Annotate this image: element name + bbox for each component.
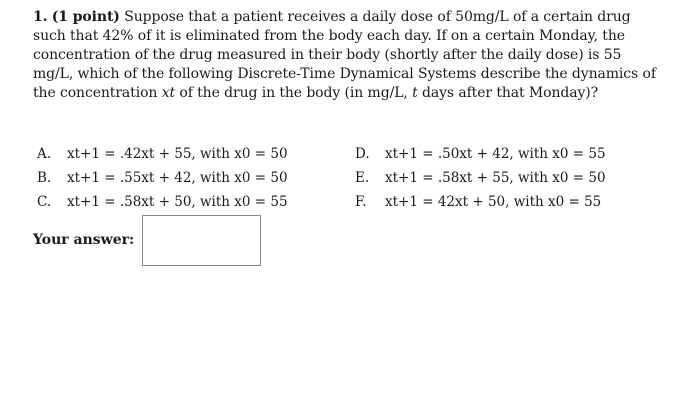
option-b	[37, 166, 288, 190]
option-letter: C.	[37, 194, 52, 210]
variable-xt: xt	[161, 85, 176, 101]
option-expression: xt+1 = .42xt + 55, with x0 = 50	[67, 146, 288, 162]
option-expression: xt+1 = .50xt + 42, with x0 = 55	[385, 146, 606, 162]
question-number: 1.	[33, 9, 48, 25]
question-body-part1: Suppose that a patient receives a daily dose of 50mg/L of a certain drug such that 42% of it is eliminated from the body each day. If on a certain Monday, the concentration of the drug measured in their body (shortly after the daily dose) is 55 mg/L, which of the following Discrete-Time Dynamical Systems describe the dynamics of the concentration	[33, 9, 656, 101]
option-letter: E.	[355, 170, 370, 186]
question-points: (1 point)	[51, 9, 120, 25]
option-f	[355, 190, 606, 214]
option-e	[355, 166, 606, 190]
option-letter: F.	[355, 194, 367, 210]
answer-label: Your answer:	[33, 231, 135, 248]
question-text	[33, 8, 665, 103]
option-letter: A.	[37, 146, 52, 162]
option-expression: xt+1 = .58xt + 50, with x0 = 55	[67, 194, 288, 210]
answer-input[interactable]	[142, 215, 261, 266]
option-letter: B.	[37, 170, 52, 186]
option-expression: xt+1 = .58xt + 55, with x0 = 50	[385, 170, 606, 186]
answer-row	[33, 215, 261, 266]
options-column-right	[355, 142, 606, 214]
option-d	[355, 142, 606, 166]
option-a	[37, 142, 288, 166]
option-expression: xt+1 = .55xt + 42, with x0 = 50	[67, 170, 288, 186]
options-column-left	[37, 142, 288, 214]
question-body-part2: of the drug in the body (in mg/L,	[179, 85, 408, 101]
option-expression: xt+1 = 42xt + 50, with x0 = 55	[385, 194, 602, 210]
option-letter: D.	[355, 146, 370, 162]
question-body-part3: days after that Monday)?	[422, 85, 599, 101]
variable-t: t	[412, 85, 418, 101]
option-c	[37, 190, 288, 214]
